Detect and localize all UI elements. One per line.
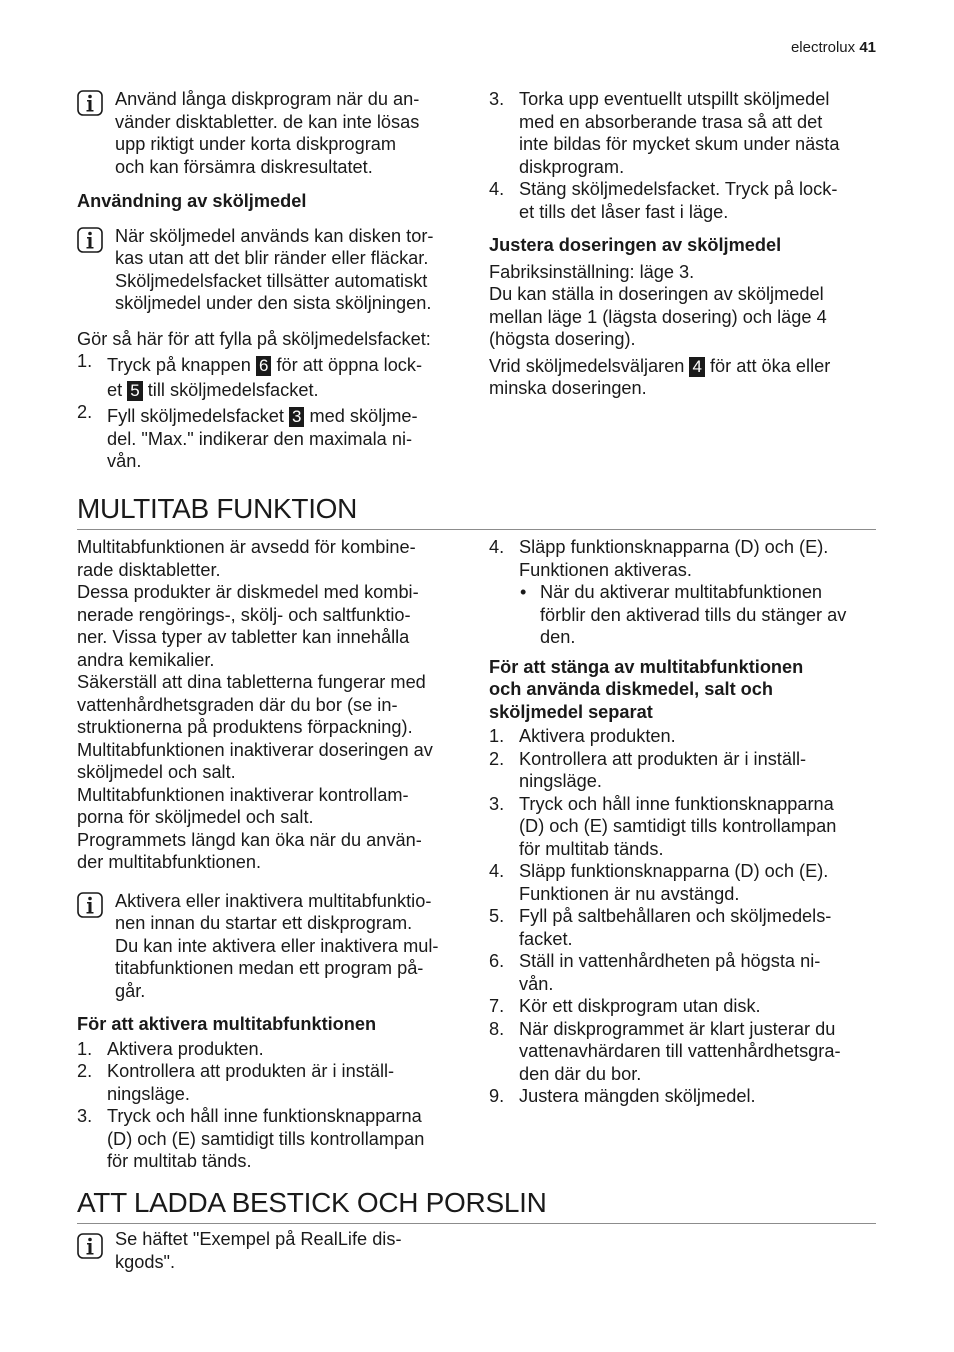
dosage-paragraph: Fabriksinställning: läge 3. Du kan ställa in doseringen av sköljmedel mellan läge 1 (lägsta dosering) och läge 4 (högsta dosering). (489, 261, 827, 349)
info-note-rinse-aid (77, 225, 467, 315)
list-item (489, 536, 884, 581)
list-item (489, 950, 884, 995)
list-item (77, 1038, 472, 1061)
dispenser-reference-3: 3 (289, 407, 304, 427)
list-item (489, 88, 879, 178)
list-item (77, 402, 467, 473)
section-title-multitab: MULTITAB FUNKTION (77, 493, 358, 524)
info-icon (77, 892, 103, 918)
info-note-multitab (77, 890, 472, 1003)
step-text: Justera mängden sköljmedel. (519, 1086, 756, 1106)
list-item (77, 353, 467, 403)
note-text: När sköljmedel används kan disken tor- kas utan att det blir ränder eller fläckar. Sköljmedelsfacket tillsätter automatiskt sköljmedel under den sista sköljningen. (115, 225, 434, 313)
list-number: 6. (489, 951, 505, 971)
info-note-reallife (77, 1228, 472, 1273)
para-text: för att öka eller (704, 355, 831, 376)
bullet-dot: • (520, 582, 527, 602)
bullet-item (519, 581, 884, 649)
list-number: 3. (489, 793, 505, 814)
multitab-right-column (489, 536, 884, 1108)
top-left-column (77, 88, 467, 473)
step-text: Stäng sköljmedelsfacket. Tryck på lock- et tills det låser fast i läge. (519, 179, 838, 222)
deactivate-heading: För att stänga av multitabfunktionen och använda diskmedel, salt och sköljmedel separat (489, 656, 804, 722)
fill-intro: Gör så här för att fylla på sköljmedelsfacket: (77, 328, 431, 349)
button-reference-6: 6 (256, 356, 271, 376)
section-divider (77, 529, 876, 530)
page-header (791, 37, 876, 60)
step-text: Fyll sköljmedelsfacket (107, 406, 289, 426)
para-text: minska doseringen. (489, 378, 647, 398)
selector-reference-4: 4 (689, 357, 704, 377)
dosage-selector-paragraph (489, 355, 879, 400)
list-number: 1. (489, 726, 505, 746)
list-number: 1. (77, 1038, 93, 1059)
step-text: Kontrollera att produkten är i inställ- ningsläge. (519, 748, 807, 791)
list-number: 1. (77, 351, 93, 371)
step-text: för att öppna lock- (271, 355, 423, 375)
list-number: 4. (489, 179, 505, 199)
step-text: Kör ett diskprogram utan disk. (519, 996, 761, 1016)
list-number: 2. (77, 1061, 93, 1081)
lid-reference-5: 5 (127, 381, 142, 401)
list-number: 4. (489, 861, 505, 881)
list-item (489, 1018, 884, 1086)
info-icon (77, 1233, 103, 1259)
deactivate-steps-list (489, 725, 884, 1108)
list-item (489, 1085, 884, 1108)
step-text: et (107, 380, 128, 400)
loading-column (77, 1228, 472, 1273)
step-text: Tryck och håll inne funktionsknapparna (D) och (E) samtidigt tills kontrollampan för multitab tänds. (519, 793, 837, 859)
step-text: Fyll på saltbehållaren och sköljmedels- facket. (519, 906, 832, 949)
list-item (77, 1105, 472, 1173)
step-text: del. "Max." indikerar den maximala ni- vån. (107, 428, 413, 471)
section-heading-rinse-aid: Användning av sköljmedel (77, 191, 307, 211)
step-text: Släpp funktionsknapparna (D) och (E). Funktionen aktiveras. (519, 537, 829, 580)
step-text: Kontrollera att produkten är i inställ- ningsläge. (107, 1061, 395, 1104)
brand-name: electrolux (790, 39, 856, 56)
step-text: Tryck och håll inne funktionsknapparna (D) och (E) samtidigt tills kontrollampan för multitab tänds. (107, 1106, 425, 1171)
list-item (489, 748, 884, 793)
list-number: 8. (489, 1018, 505, 1039)
top-right-column (489, 88, 879, 400)
step-text: till sköljmedelsfacket. (142, 380, 319, 400)
info-icon (77, 90, 103, 116)
note-text: Aktivera eller inaktivera multitabfunktio- nen innan du startar ett diskprogram. Du kan inte aktivera eller inaktivera mul- titabfunktionen medan ett program på- går. (115, 890, 439, 1001)
step-text: med sköljme- (304, 406, 418, 426)
info-note-long-programs (77, 88, 467, 178)
list-number: 2. (489, 748, 505, 769)
step-text: Aktivera produkten. (519, 726, 676, 746)
step-text: Aktivera produkten. (107, 1038, 264, 1059)
step-text: Torka upp eventuellt utspillt sköljmedel med en absorberande trasa så att det inte bildas för mycket skum under nästa diskprogram. (519, 89, 840, 177)
list-number: 4. (489, 537, 505, 557)
multitab-description: Multitabfunktionen är avsedd för kombine- rade disktabletter. Dessa produkter är diskmedel med kombi- nerade rengörings-, skölj- och saltfunktio- ner. Vissa typer av tabletter kan innehålla andra kemikalier. Säkerställ att dina tabletterna fungerar med vattenhårdhetsgraden där du bor (se in- struktionerna på produktens förpackning). Multitabfunktionen inaktiverar doseringen av sköljmedel och salt. Multitabfunktionen inaktiverar kontrollam- porna för sköljmedel och salt. Programmets längd kan öka när du använ- der multitabfunktionen. (77, 537, 433, 872)
list-number: 3. (489, 89, 505, 109)
list-number: 9. (489, 1086, 505, 1106)
list-item (489, 905, 884, 950)
page-number: 41 (859, 39, 876, 56)
list-item (489, 725, 884, 748)
list-item (489, 793, 884, 861)
list-item (77, 1060, 472, 1105)
multitab-left-column (77, 536, 472, 1173)
step-text: Tryck på knappen (107, 355, 256, 375)
list-number: 3. (77, 1106, 93, 1126)
section-title-loading: ATT LADDA BESTICK OCH PORSLIN (77, 1187, 547, 1218)
list-number: 5. (489, 906, 505, 926)
list-number: 7. (489, 996, 505, 1016)
activate-heading: För att aktivera multitabfunktionen (77, 1014, 377, 1034)
section-divider (77, 1223, 876, 1224)
bullet-text: När du aktiverar multitabfunktionen förblir den aktiverad tills du stänger av den. (540, 582, 847, 647)
list-number: 2. (77, 402, 93, 422)
note-text: Se häftet "Exempel på RealLife dis- kgods". (115, 1229, 402, 1272)
list-item (489, 995, 884, 1018)
step-text: Släpp funktionsknapparna (D) och (E). Funktionen är nu avstängd. (519, 861, 829, 904)
note-text: Använd långa diskprogram när du an- vänder disktabletter. de kan inte lösas upp riktigt under korta diskprogram och kan försämra diskresultatet. (115, 89, 420, 177)
info-icon (77, 227, 103, 253)
list-item (489, 860, 884, 905)
step-text: Ställ in vattenhårdheten på högsta ni- vån. (519, 951, 821, 994)
list-item (489, 178, 879, 223)
step-text: När diskprogrammet är klart justerar du vattenavhärdaren till vattenhårdhetsgra- den där du bor. (519, 1018, 841, 1084)
section-heading-dosage: Justera doseringen av sköljmedel (489, 235, 782, 255)
para-text: Vrid sköljmedelsväljaren (489, 355, 690, 376)
activate-steps-list (77, 1038, 472, 1173)
